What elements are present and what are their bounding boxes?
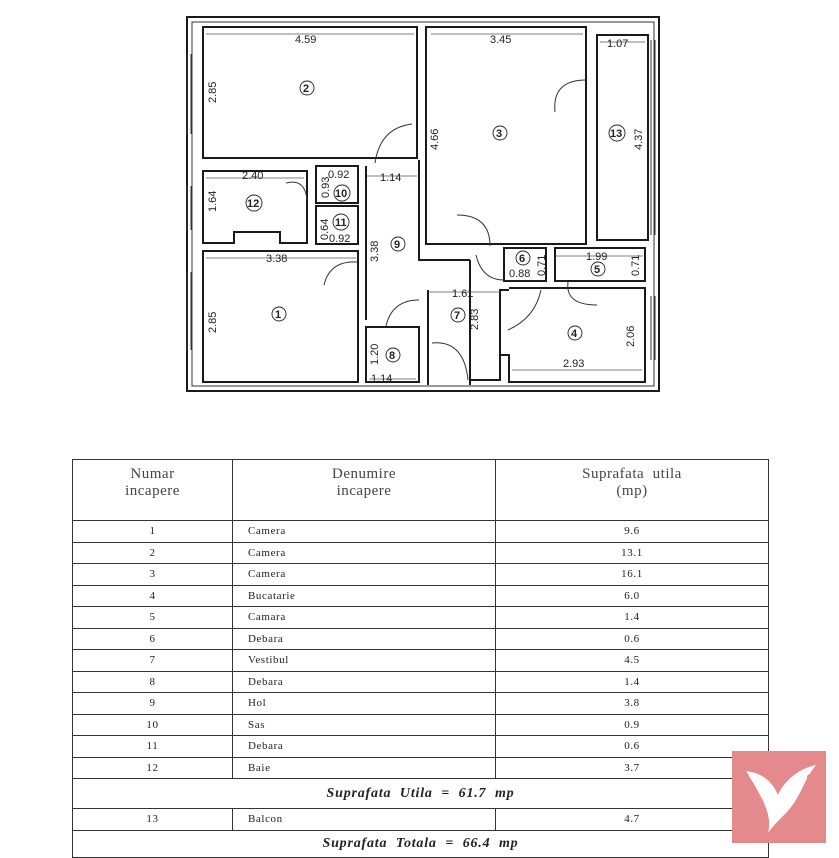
dim-label: 1.14 [380,172,402,184]
dim-label: 2.83 [469,308,481,330]
room-number-5: 5 [594,264,601,276]
room-number-4: 4 [571,328,578,340]
dim-label: 3.38 [266,253,288,265]
dim-label: 1.14 [371,373,393,385]
dim-label: 4.59 [295,34,317,46]
room-number-12: 12 [247,198,260,210]
room-3-outline [426,27,586,244]
room-number-6: 6 [519,253,526,265]
table-row: 10 Sas 0.9 [73,714,769,736]
room-numbers [246,81,625,362]
room-number-11: 11 [335,217,347,229]
dim-label: 2.85 [207,311,219,333]
table-row: 7 Vestibul 4.5 [73,650,769,672]
dim-label: 0.92 [328,169,350,181]
table-row: 5 Camara 1.4 [73,607,769,629]
header-room-name: Denumire incapere [233,460,496,521]
dim-label: 4.37 [633,128,645,150]
brand-logo-icon [732,751,826,843]
dim-label: 2.93 [563,358,585,370]
dim-label: 1.07 [607,38,629,50]
room-number-8: 8 [389,350,396,362]
table-row: 4 Bucatarie 6.0 [73,585,769,607]
dim-label: 2.40 [242,170,264,182]
table-row: 3 Camera 16.1 [73,564,769,586]
rooms-table [72,459,769,858]
room-number-1: 1 [275,309,282,321]
dim-label: 3.38 [369,240,381,262]
summary-util: Suprafata Utila = 61.7 mp [73,779,769,809]
table-row: 8 Debara 1.4 [73,671,769,693]
room-number-10: 10 [335,188,348,200]
dim-label: 2.85 [207,81,219,103]
summary-util-row [73,779,769,809]
room-number-13: 13 [610,128,623,140]
table-row: 6 Debara 0.6 [73,628,769,650]
table-row: 12 Baie 3.7 [73,757,769,779]
summary-total: Suprafata Totala = 66.4 mp [73,830,769,857]
dim-label: 0.64 [319,218,331,240]
dim-label: 0.88 [509,268,531,280]
dim-label: 1.99 [586,251,608,263]
table-row-balcony: 13 Balcon 4.7 [73,809,769,831]
dim-label: 0.71 [536,254,548,276]
room-number-2: 2 [303,83,310,95]
header-room-number: Numar incapere [73,460,233,521]
room-number-7: 7 [454,310,461,322]
room-number-9: 9 [394,239,401,251]
table-row: 11 Debara 0.6 [73,736,769,758]
dim-label: 3.45 [490,34,512,46]
table-row: 2 Camera 13.1 [73,542,769,564]
dim-label: 1.61 [452,288,474,300]
header-useful-area: Suprafata utila (mp) [496,460,769,521]
dim-label: 0.71 [630,254,642,276]
dim-label: 0.93 [320,176,332,198]
table-row: 9 Hol 3.8 [73,693,769,715]
dim-label: 2.06 [625,325,637,347]
table-row: 1 Camera 9.6 [73,521,769,543]
summary-total-row [73,830,769,857]
dim-label: 1.20 [369,343,381,365]
dim-label: 4.66 [429,128,441,150]
dim-label: 1.64 [207,190,219,212]
dim-label: 0.92 [329,233,351,245]
room-number-3: 3 [496,128,503,140]
